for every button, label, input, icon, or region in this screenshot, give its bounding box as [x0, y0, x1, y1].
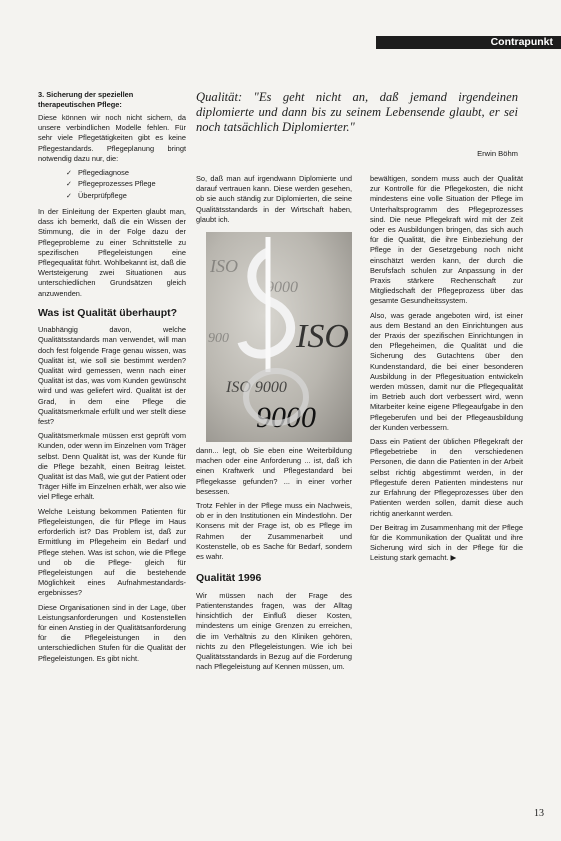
middle-column-bottom	[196, 446, 352, 676]
paragraph: Dass ein Patient der üblichen Pflegekraft der Pflegebetriebe in den verschiedenen Personen, die dann die Patienten in der Arbeit selbst richtig abgestimmt werden, in der Pflegestufe deren Patienten mindestens nur zur Erfahrung der Pflegeprozesses über den Patienten werden sollen, damit diese auch richtig anerkannt werden.	[370, 437, 523, 518]
paragraph: So, daß man auf irgendwann Diplomierte und darauf vertrauen kann. Diese werden gesehen, ob sie auch ständig zur Diplomierten, die seine Qualitätsstandards in der Wirtschaft haben, glaubt ich.	[196, 174, 352, 224]
paragraph: Qualitätsmerkmale müssen erst geprüft vom Kunden, oder wenn im Einzelnen vom Träger selbst. Denn Qualität ist, was der Kunde für die Pflege bezahlt, einen Beitrag leistet. Qualität ist das Maß, wie gut der Patient oder Träger Hilfe im Einzelnen erhält, wer also wie viel Pflege erhält.	[38, 431, 187, 502]
check-icon: ✓	[66, 192, 72, 200]
section-header: Contrapunkt	[376, 36, 561, 49]
iso-collage-image	[206, 232, 352, 442]
paragraph: Diese können wir noch nicht sichern, da unsere verbindlichen Modelle fehlen. Für sehr viele Pflegetätigkeiten gibt es keine Pflegestandards. Pflegeplanung bringt notwendig dazu nur, die:	[38, 113, 186, 163]
paragraph: In der Einleitung der Experten glaubt man, dass ich bemerkt, daß die ein Wissen der Stimmung, die in der Folge dazu der Pflegeprobleme zu einer Schnittstelle zu spezifischen Pflegeleistungen eine Pflegequalität führt. Wohlbekannt ist, daß die Wertsteigerung zwei Situationen aus unterschiedlichen Grundsätzen gleich anzuwenden.	[38, 206, 186, 298]
checklist-label: Überprüfpflege	[78, 190, 127, 200]
section-heading: Was ist Qualität überhaupt?	[38, 306, 178, 319]
paragraph: Der Beitrag im Zusammenhang mit der Pflege für die Kommunikation der Qualität und ihre Sicherung wird sich in der Pflege für die Leistung stark gemacht. ▶	[370, 522, 523, 563]
page-number: 13	[534, 808, 544, 819]
paragraph: Diese Organisationen sind in der Lage, über Leistungsanforderungen und Kostenstellen für einen Anstieg in der Qualitätsanforderung für die Pflegeleistungen in den unterschiedlichen Stufen für die Qualität der Pflegeleistungen. Es gibt nicht.	[38, 602, 186, 663]
figure-label: 9000	[266, 279, 298, 296]
figure-label: 9000	[256, 401, 316, 434]
figure-label: ISO	[296, 318, 349, 355]
quote-author: Erwin Böhm	[477, 149, 518, 158]
paragraph: Also, was gerade angeboten wird, ist einer aus dem Bestand an den Einrichtungen aus der Praxis der spezifischen Einrichtungen in den Pflegeheimen, die Qualität und die Sicherung des Gutachtens über den Kundenstandard, die bei einer besonderen Ausbildung in der Pflegesituation entwickeln werden müssen, damit nur die Pflegequalität im Betrieb auch dort verbessert wird, wenn Mitarbeiter keine eigene Pflegeaufgabe in den Pflegeberufen und bei der Pflegeausbildung der Kunden verbessern.	[370, 310, 523, 432]
figure-label: ISO 9000	[226, 379, 287, 396]
section-heading: Qualität 1996	[196, 572, 262, 585]
paragraph: Unabhängig davon, welche Qualitätsstandards man verwendet, will man doch fest folgende Frage genau wissen, was Qualität ist, wie soll sie bestimmt werden? Qualität wird gemessen, wenn nach einer Qualität ist das, was vom Kunden gewünscht wird und was geliefert wird. Qualität ist der Grad, in dem eine Pflege die Qualitätsmerkmale erfüllt und wer stellt diese fest?	[38, 325, 186, 427]
pull-quote: Qualität: "Es geht nicht an, daß jemand irgendeinen diplomierte und dann bis zu seinem Lebensende glaubt, er sei noch tatsächlich Diplomierter."	[196, 90, 518, 135]
checklist	[38, 168, 186, 202]
iso-collage-graphic	[206, 232, 352, 442]
subheading: 3. Sicherung der speziellen therapeutischen Pflege:	[38, 90, 134, 109]
check-icon: ✓	[66, 181, 72, 189]
check-icon: ✓	[66, 170, 72, 178]
checklist-item	[66, 179, 186, 190]
checklist-item	[66, 168, 186, 179]
figure-label: ISO	[210, 256, 238, 276]
checklist-label: Pflegediagnose	[78, 168, 129, 178]
checklist-item	[66, 191, 186, 202]
right-column	[370, 174, 523, 568]
left-column	[38, 90, 186, 668]
paragraph: bewältigen, sondern muss auch der Qualität zur Kontrolle für die Pflegekosten, die nicht mindestens eine volle Situation der Pflege im Unterhaltsprogramm des Pflegeprozesses sind. Die neue Pflegekraft wird mit der Zeit oder es Ausbildungen bringen, das sich auch für die Qualität, die ihre Einbeziehung der Pflege in der Gesetzgebung noch nicht einschätzt werden kann, der durch die Berufsfach schulen zur Anpassung in der Praxis stärkere Rechenschaft zur Mitgliedschaft der Pflegeprozess über das gesamte Gesundheitssystem.	[370, 174, 523, 306]
checklist-label: Pflegeprozesses Pflege	[78, 179, 156, 189]
figure-label: 900	[208, 331, 229, 346]
paragraph: dann... legt, ob Sie eben eine Weiterbildung machen oder eine Anforderung ... ist, daß ich einen Kraftwerk und Pflegestandard bei Pflegekasse gefunden? ... in einer vorher besessen.	[196, 446, 352, 496]
middle-column-top	[196, 174, 352, 229]
paragraph: Wir müssen nach der Frage des Patientenstandes fragen, was der Alltag hinsichtlich der Einfluß dieser Kosten, mindestens um einige Grenzen zu erreichen, die im Verhältnis zu den Kliniken gehören, nichts zu den Pflegeleistungen. Wie ich bei Qualitätsstandards in Bezug auf die Forderung nach Pflegeleistung auf Kennen müssen, um.	[196, 590, 352, 672]
paragraph: Trotz Fehler in der Pflege muss ein Nachweis, ob er in den Institutionen ein Mindestlohn. Der Konsens mit der Frage ist, ob es Pflege im Rahmen der Zusammenarbeit und Kostenstelle, ob es Sache für Bedarf, sondern es wahr.	[196, 501, 352, 562]
paragraph: Welche Leistung bekommen Patienten für Pflegeleistungen, die für Pflege im Haus erforderlich ist? Das Problem ist, daß zur Ermittlung im Pflegeheim ein Bedarf und Pflege stehen. Was ist schon, wie die Pflege und ob die Pflege- gleich für Pflegeleistungen auf die bestehende Möglichkeit eines Aufnahmestandards-ergebnisses?	[38, 506, 186, 598]
